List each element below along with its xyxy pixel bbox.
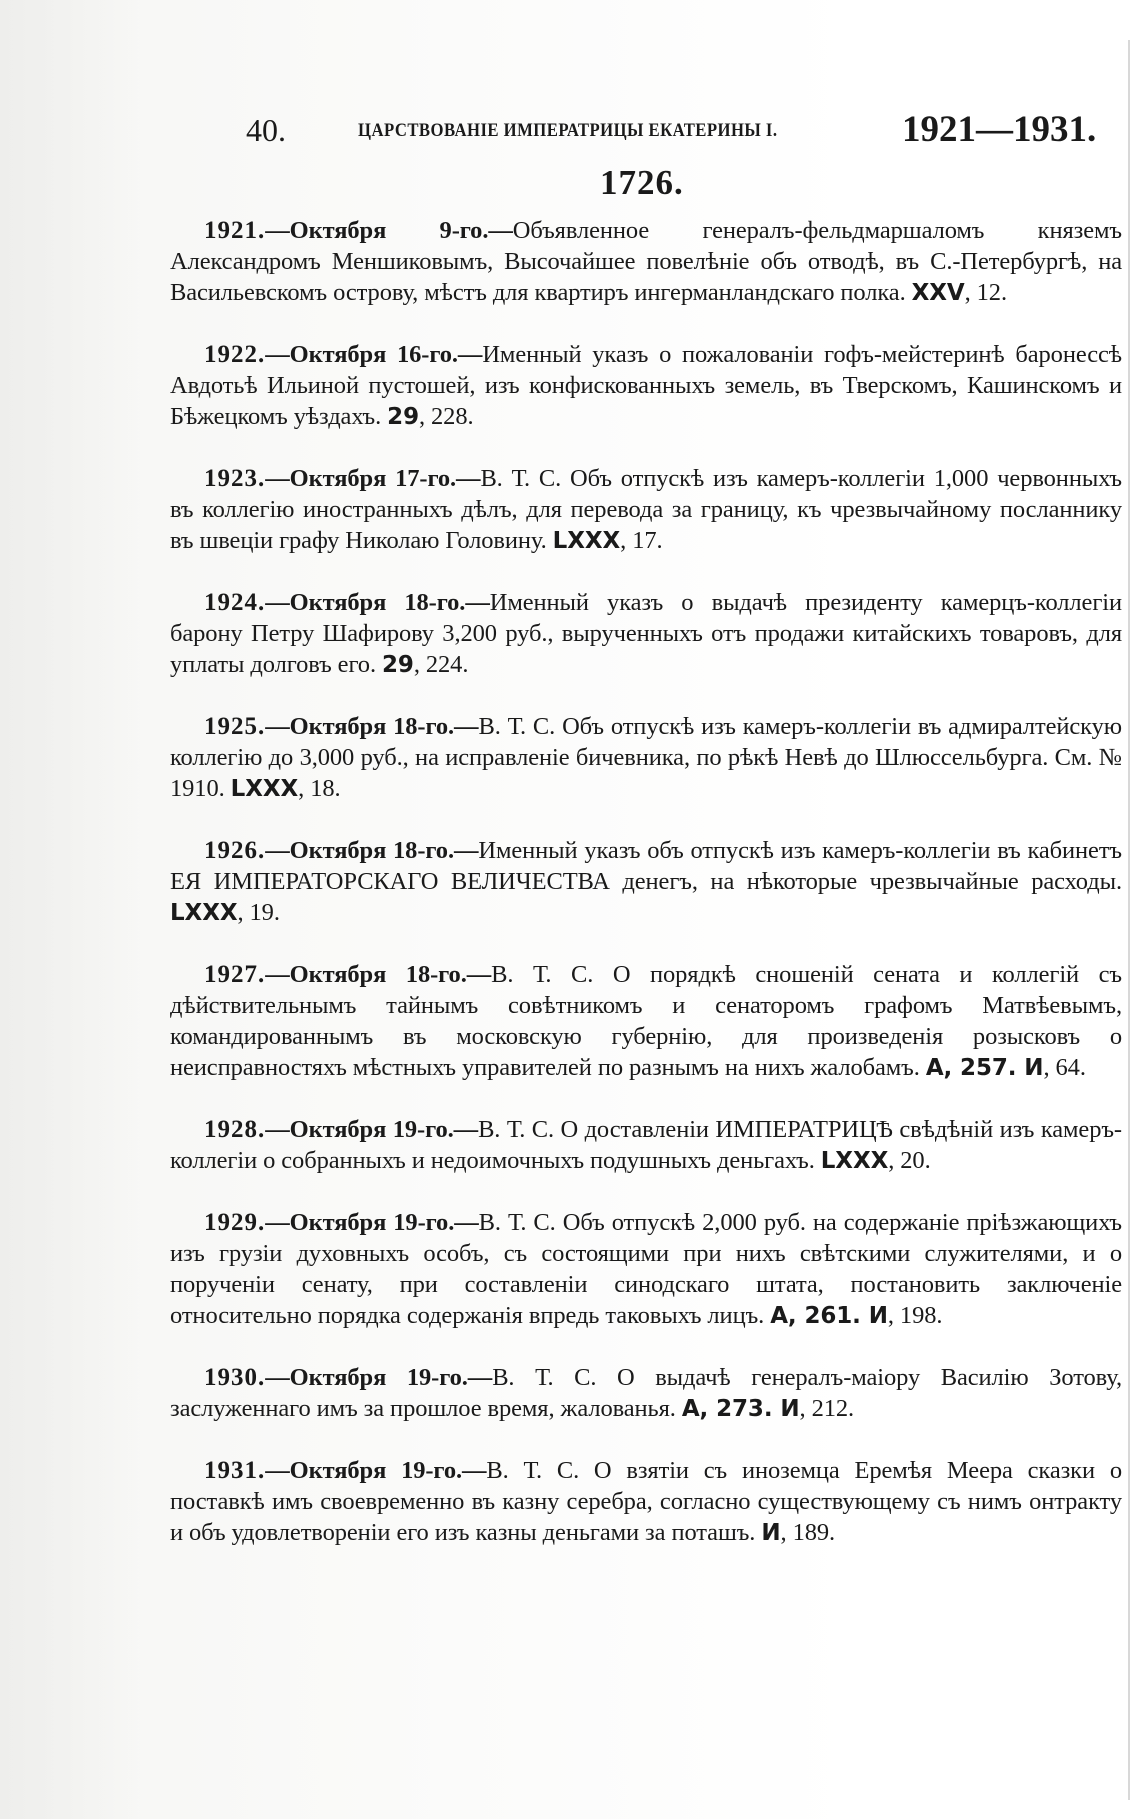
entry-page-ref: , 18.	[298, 775, 341, 802]
law-entry	[170, 463, 1130, 557]
entry-text: В. Т. С. Объ отпускѣ 2,000 руб. на содержаніе пріѣзжающихъ изъ грузіи духовныхъ особъ, съ состоящими при нихъ свѣтскими служителями, и о порученіи сенату, при составленіи синодскаго штата, постановить заключеніе относительно порядка содержанія впредь таковыхъ лицъ.	[170, 1209, 1122, 1329]
entry-date: —Октября 16-го.—	[265, 341, 483, 368]
entry-page-ref: , 12.	[964, 279, 1007, 306]
entry-range: 1921—1931.	[902, 109, 1097, 150]
entry-text: В. Т. С. О доставленіи ИМПЕРАТРИЦѢ свѣдѣній изъ камеръ-коллегіи о собранныхъ и недоимочныхъ подушныхъ деньгахъ.	[170, 1116, 1122, 1174]
law-entry	[170, 1455, 1130, 1549]
entry-volume-ref: 29	[382, 652, 414, 678]
entry-date: —Октября 18-го.—	[265, 589, 490, 616]
entry-date: —Октября 19-го.—	[265, 1457, 487, 1484]
entry-text: Именный указъ объ отпускѣ изъ камеръ-коллегіи въ кабинетъ ЕЯ ИМПЕРАТОРСКАГО ВЕЛИЧЕСТВА денегъ, на нѣкоторые чрезвычайные расходы.	[170, 837, 1122, 895]
entry-date: —Октября 18-го.—	[265, 837, 479, 864]
entry-text: Объявленное генералъ-фельдмаршаломъ княземъ Александромъ Меншиковымъ, Высочайшее повелѣніе объ отводѣ, въ С.-Петербургѣ, на Васильевскомъ острову, мѣстъ для квартиръ ингерманландскаго полка.	[170, 217, 1122, 306]
entry-text: В. Т. С. О взятіи съ иноземца Еремѣя Меера сказки о поставкѣ имъ своевременно въ казну серебра, согласно существующему съ нимъ онтракту и объ удовлетвореніи его изъ казны деньгами за поташъ.	[170, 1457, 1122, 1546]
header-title: ЦАРСТВОВАНІЕ ИМПЕРАТРИЦЫ ЕКАТЕРИНЫ I.	[358, 120, 778, 141]
entry-volume-ref: LXXX	[552, 528, 621, 554]
entry-volume-ref: XXV	[911, 280, 965, 306]
entry-date: —Октября 9-го.—	[265, 217, 513, 244]
entry-number: 1927.	[204, 961, 266, 988]
entry-volume-ref: LXXX	[230, 776, 299, 802]
entry-volume-ref: 29	[387, 404, 419, 430]
entry-number: 1923.	[204, 465, 266, 492]
entry-volume-ref: А, 261. И	[770, 1303, 888, 1329]
entry-volume-ref: И	[761, 1520, 781, 1546]
page-number: 40.	[246, 112, 286, 148]
entry-volume-ref: А, 273. И	[681, 1396, 800, 1422]
entry-text: В. Т. С. Объ отпускѣ изъ камеръ-коллегіи 1,000 червонныхъ въ коллегію иностранныхъ дѣлъ, для перевода за границу, къ чрезвычайному посланнику въ швеціи графу Николаю Головину.	[170, 465, 1122, 554]
entry-number: 1931.	[204, 1457, 266, 1484]
entries-list	[170, 215, 1130, 1579]
entry-page-ref: , 224.	[413, 651, 469, 678]
entry-text: Именный указъ о пожалованіи гофъ-мейстеринѣ баронессѣ Авдотьѣ Ильиной пустошей, изъ конфискованныхъ земель, въ Тверскомъ, Кашинскомъ и Бѣжецкомъ уѣздахъ.	[170, 341, 1122, 430]
entry-page-ref: , 17.	[620, 527, 663, 554]
law-entry	[170, 339, 1130, 433]
entry-page-ref: , 189.	[780, 1519, 836, 1546]
entry-number: 1924.	[204, 589, 266, 616]
law-entry	[170, 1207, 1130, 1332]
entry-page-ref: , 20.	[888, 1147, 931, 1174]
entry-page-ref: , 228.	[418, 403, 474, 430]
entry-text: В. Т. С. Объ отпускѣ изъ камеръ-коллегіи въ адмиралтейскую коллегію до 3,000 руб., на исправленіе бичевника, по рѣкѣ Невѣ до Шлюссельбурга. См. № 1910.	[170, 713, 1122, 802]
law-entry	[170, 959, 1130, 1084]
entry-page-ref: , 198.	[887, 1302, 943, 1329]
entry-page-ref: , 64.	[1043, 1054, 1086, 1081]
entry-page-ref: , 19.	[237, 899, 280, 926]
running-header	[168, 108, 1098, 152]
law-entry	[170, 587, 1130, 681]
entry-date: —Октября 19-го.—	[265, 1116, 479, 1143]
entry-volume-ref: LXXX	[820, 1148, 889, 1174]
entry-number: 1928.	[204, 1116, 266, 1143]
entry-number: 1925.	[204, 713, 266, 740]
law-entry	[170, 1362, 1130, 1425]
entry-text: Именный указъ о выдачѣ президенту камерцъ-коллегіи барону Петру Шафирову 3,200 руб., вырученныхъ отъ продажи китайскихъ товаровъ, для уплаты долговъ его.	[170, 589, 1122, 678]
law-entry	[170, 711, 1130, 805]
entry-volume-ref: А, 257. И	[925, 1055, 1044, 1081]
law-entry	[170, 215, 1130, 309]
entry-number: 1930.	[204, 1364, 266, 1391]
law-entry	[170, 1114, 1130, 1177]
entry-number: 1929.	[204, 1209, 266, 1236]
year-heading: 1726.	[600, 163, 684, 202]
entry-page-ref: , 212.	[799, 1395, 855, 1422]
entry-text: В. Т. С. О порядкѣ сношеній сената и коллегій съ дѣйствительнымъ тайнымъ совѣтникомъ и сенаторомъ графомъ Матвѣевымъ, командированнымъ въ московскую губернію, для произведенія розысковъ о неисправностяхъ мѣстныхъ управителей по разнымъ на нихъ жалобамъ.	[170, 961, 1122, 1081]
law-entry	[170, 835, 1130, 929]
entry-text: В. Т. С. О выдачѣ генералъ-маіору Василію Зотову, заслуженнаго имъ за прошлое время, жалованья.	[170, 1364, 1122, 1422]
entry-number: 1921.	[204, 217, 266, 244]
entry-date: —Октября 18-го.—	[265, 713, 479, 740]
entry-date: —Октября 18-го.—	[265, 961, 492, 988]
entry-number: 1926.	[204, 837, 266, 864]
entry-date: —Октября 19-го.—	[265, 1209, 479, 1236]
entry-number: 1922.	[204, 341, 266, 368]
entry-date: —Октября 19-го.—	[265, 1364, 493, 1391]
scan-shading	[0, 0, 140, 1819]
entry-date: —Октября 17-го.—	[265, 465, 481, 492]
entry-volume-ref: LXXX	[170, 900, 238, 926]
